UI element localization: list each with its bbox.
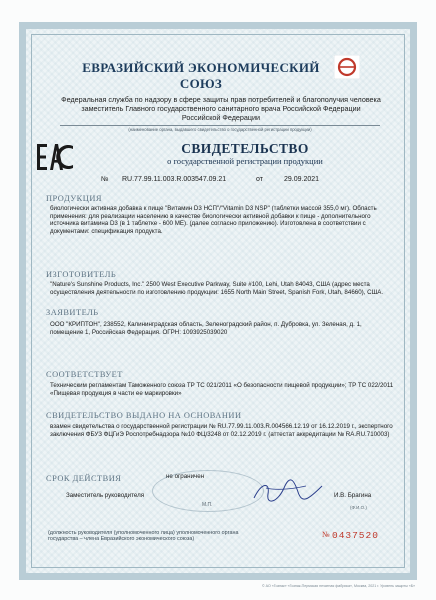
eaeu-logo-icon bbox=[334, 55, 360, 79]
handwritten-signature-icon bbox=[248, 476, 328, 506]
signatory-position: Заместитель руководителя bbox=[66, 492, 145, 499]
certificate-number: RU.77.99.11.003.R.003547.09.21 bbox=[122, 176, 227, 183]
signatory-caption: (должность руководителя (уполномоченного лица) уполномоченного органа государства – члена Евразийского экономического союза) bbox=[48, 530, 239, 543]
certificate-subtitle: о государственной регистрации продукции bbox=[167, 156, 323, 166]
service-line-3: Российской Федерации bbox=[181, 113, 261, 122]
applicant-heading: ЗАЯВИТЕЛЬ bbox=[46, 308, 99, 317]
product-text: биологически активная добавка к пище "Витамин D3 НСП"/"Vitamin D3 NSP" (таблетки массой 355,0 мг). Область применения: для реализации населению в качестве биологически активной добавки к пище - дополнительного источника витамина D3 (в 1 таблетке - 600 МЕ). (далее согласно приложению). Изготовлена в соответствии с документами: спецификация продукта. bbox=[50, 205, 377, 235]
date-label: от bbox=[256, 176, 263, 183]
union-title: ЕВРАЗИЙСКИЙ ЭКОНОМИЧЕСКИЙ СОЮЗ bbox=[82, 60, 320, 91]
basis-heading: СВИДЕТЕЛЬСТВО ВЫДАНО НА ОСНОВАНИИ bbox=[46, 411, 242, 420]
issuer-caption: (наименование органа, выдавшего свидетельство о государственной регистрации продукции) bbox=[60, 125, 380, 132]
number-label: № bbox=[101, 176, 109, 183]
applicant-text: ООО "КРИПТОН", 238552, Калининградская область, Зеленоградский район, п. Дубровка, ул. Зеленая, д. 1, помещение 1, Российская Федерация. ОГРН: 1093925039020 bbox=[50, 321, 362, 336]
conformity-heading: СООТВЕТСТВУЕТ bbox=[46, 370, 123, 379]
serial-prefix: № bbox=[322, 530, 330, 539]
mp-label: М.П. bbox=[202, 502, 213, 508]
serial-number: 0437520 bbox=[332, 530, 379, 541]
manufacturer-heading: ИЗГОТОВИТЕЛЬ bbox=[46, 270, 117, 279]
basis-text: взамен свидетельства о государственной регистрации № RU.77.99.11.003.R.004566.12.19 от 16.12.2019 г., экспертного заключения ФБУЗ ФЦГиЭ Роспотребнадзора №10 ФЦ/3248 от 02.12.2019 г. (аттестат аккредитации № RA.RU.710003) bbox=[50, 423, 393, 438]
fio-label: (Ф.И.О.) bbox=[350, 505, 367, 510]
eac-mark-icon bbox=[36, 140, 74, 176]
certificate-title: СВИДЕТЕЛЬСТВО bbox=[181, 141, 309, 156]
validity-heading: СРОК ДЕЙСТВИЯ bbox=[46, 474, 122, 483]
conformity-text: Техническим регламентам Таможенного союза ТР ТС 021/2011 «О безопасности пищевой продукции»; ТР ТС 022/2011 «Пищевая продукция в части ее маркировки» bbox=[50, 382, 394, 397]
issue-date: 29.09.2021 bbox=[284, 176, 320, 183]
service-line-1: Федеральная служба по надзору в сфере защиты прав потребителей и благополучия человека bbox=[61, 95, 381, 104]
product-heading: ПРОДУКЦИЯ bbox=[46, 194, 102, 203]
manufacturer-text: "Nature's Sunshine Products, Inc." 2500 West Executive Parkway, Suite #100, Lehi, Utah 84043, США (адрес места осуществления деятельности по изготовлению продукции: 1655 North Main Street, Spanish Fork, Utah, 84660), США. bbox=[50, 281, 384, 296]
service-line-2: заместитель Главного государственного санитарного врача Российской Федерации bbox=[81, 104, 361, 113]
printer-note: © АО «Гознак» «Гознак-Пермская печатная фабрика», Москва, 2021 г. Уровень защиты «Б» bbox=[262, 584, 416, 588]
signatory-name: И.В. Брагина bbox=[334, 492, 372, 499]
validity-value: не ограничен bbox=[166, 473, 205, 480]
